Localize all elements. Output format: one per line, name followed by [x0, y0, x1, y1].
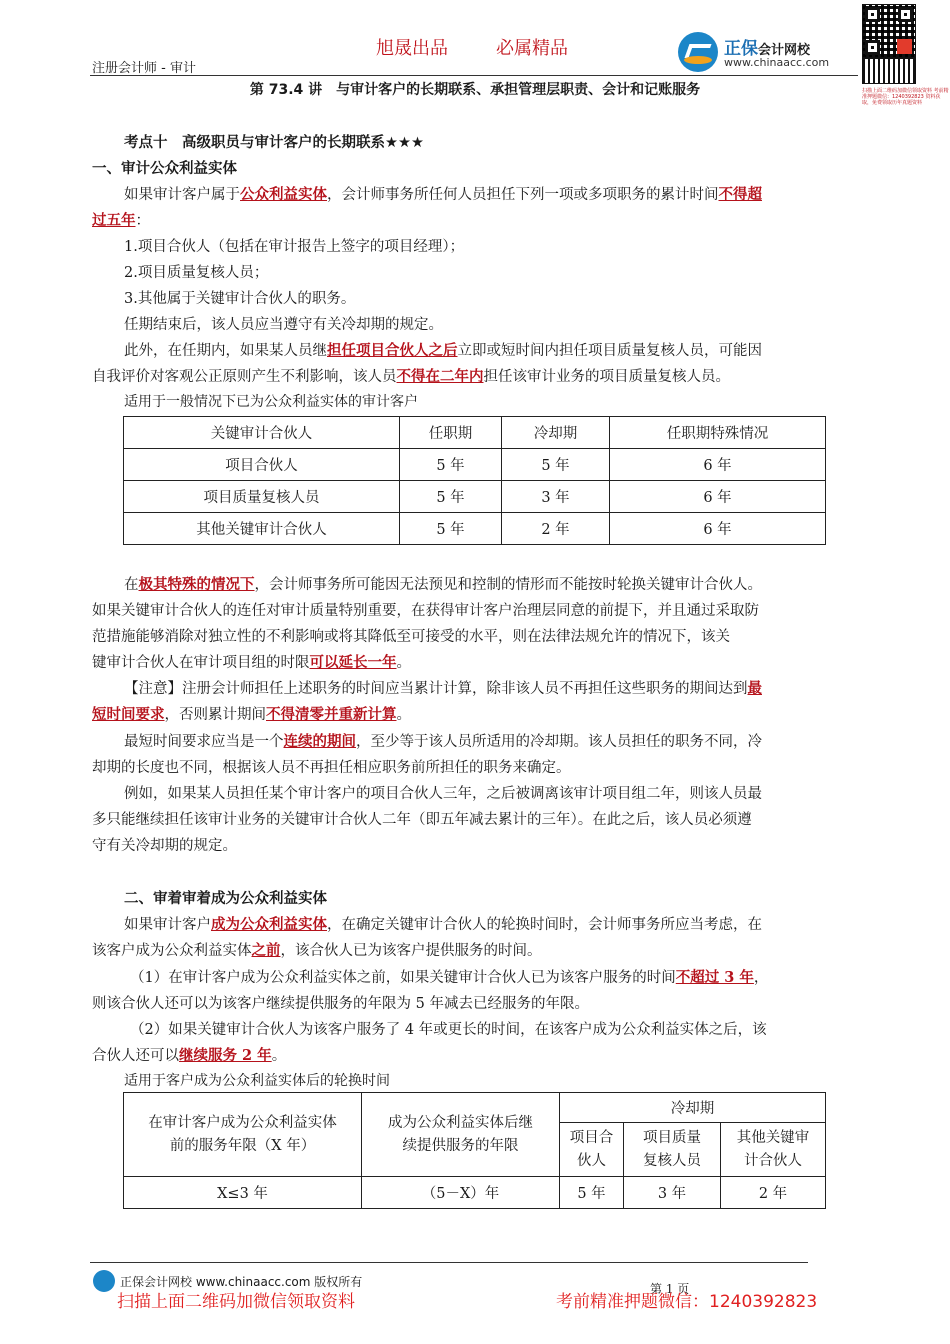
list-item: 2.项目质量复核人员；: [124, 265, 269, 281]
highlight-three-years: 不超过 3 年: [675, 969, 754, 986]
table-row: [124, 1177, 826, 1209]
footer-divider: [90, 1262, 808, 1263]
table2-caption: 适用于客户成为公众利益实体后的轮换时间: [124, 1073, 390, 1089]
table-header-cell: 成为公众利益实体后继 续提供服务的年限: [362, 1093, 560, 1177]
logo-emblem-icon: [678, 32, 718, 72]
s1-para6-line2: 却期的长度也不同，根据该人员不再担任相应职务前所担任的职务来确定。: [92, 760, 571, 776]
promo-qr-text: 扫描上面二维码加微信领取资料: [117, 1292, 355, 1312]
table-header-cell: 任职期: [400, 417, 502, 449]
table-cell: 5 年: [502, 449, 610, 481]
table-cell: 项目质量复核人员: [124, 481, 400, 513]
table-row: [124, 513, 826, 545]
highlight-before: 之前: [251, 942, 281, 959]
table-row: [124, 449, 826, 481]
qr-code-icon: [862, 4, 916, 58]
rotation-table: [123, 416, 826, 545]
page-number: 第 1 页: [650, 1282, 690, 1296]
table-cell: 5 年: [560, 1177, 624, 1209]
lecture-title: 第 73.4 讲 与审计客户的长期联系、承担管理层职责、会计和记账服务: [249, 82, 701, 98]
table-cell: 6 年: [610, 449, 826, 481]
s1-para7-line2: 多只能继续担任该审计业务的关键审计合伙人二年（即五年减去累计的三年）。在此之后，该人员必须遵: [92, 812, 752, 828]
highlight-public-interest: 公众利益实体: [240, 186, 327, 203]
table-cell: （5－X）年: [362, 1177, 560, 1209]
highlight-no-reset: 不得清零并重新计算: [266, 706, 397, 723]
footer-logo-icon: [93, 1270, 115, 1292]
highlight-limit-a: 不得超: [718, 186, 762, 203]
table-header-row: [124, 1093, 826, 1123]
highlight-continuous: 连续的期间: [283, 733, 356, 750]
table-cell: 6 年: [610, 513, 826, 545]
logo-name: 正保: [724, 39, 758, 59]
course-name: 注册会计师 - 审计: [92, 61, 196, 76]
table-cell: 项目合伙人: [124, 449, 400, 481]
s2-para1-line1: 如果审计客户成为公众利益实体，在确定关键审计合伙人的轮换时间时，会计师事务所应当考虑，在: [124, 916, 762, 933]
list-item: 1.项目合伙人（包括在审计报告上签字的项目经理）；: [124, 239, 465, 255]
s2-para2-line2: 则该合伙人还可以为该客户继续提供服务的年限为 5 年减去已经服务的年限。: [92, 996, 589, 1012]
s1-note-line2: 短时间要求，否则累计期间不得清零并重新计算。: [92, 706, 411, 723]
table-cell: 5 年: [400, 513, 502, 545]
highlight-extend-year: 可以延长一年: [309, 654, 397, 671]
highlight-becomes-public: 成为公众利益实体: [211, 916, 327, 933]
table-cell: 其他关键审计合伙人: [124, 513, 400, 545]
table-cell: 2 年: [721, 1177, 826, 1209]
table-header-cell: 任职期特殊情况: [610, 417, 826, 449]
s2-para3-line1: （2）如果关键审计合伙人为该客户服务了 4 年或更长的时间，在该客户成为公众利益实体之后，该: [130, 1022, 767, 1038]
table-header-cell: 项目质量 复核人员: [624, 1123, 721, 1177]
s2-para1-line2: 该客户成为公众利益实体之前，该合伙人已为该客户提供服务的时间。: [92, 942, 542, 959]
table-cell: 5 年: [400, 481, 502, 513]
table-cell: 3 年: [502, 481, 610, 513]
table-header-cell: 冷却期: [560, 1093, 826, 1123]
logo-url: www.chinaacc.com: [724, 56, 830, 69]
footer-copyright: 正保会计网校 www.chinaacc.com 版权所有: [120, 1275, 363, 1289]
table-row: [124, 481, 826, 513]
chinaacc-logo[interactable]: [678, 32, 858, 76]
promo-wechat-text: 考前精准押题微信：1240392823: [556, 1292, 818, 1312]
brand-right: 必属精品: [496, 38, 568, 59]
highlight-min-time-a: 最: [747, 680, 762, 697]
list-item: 3.其他属于关键审计合伙人的职务。: [124, 291, 356, 307]
s1-para1-line2: 过五年：: [92, 212, 150, 229]
qr-caption: 扫描上面二维码加微信领取资料 考前精准押题微信：1240392823 资料获取，免费领取历年真题资料: [862, 88, 949, 106]
table-header-cell: 冷却期: [502, 417, 610, 449]
section2-heading: 二、审着审着成为公众利益实体: [124, 891, 327, 907]
table-cell: 6 年: [610, 481, 826, 513]
table-cell: 3 年: [624, 1177, 721, 1209]
s1-para3-line2: 自我评价对客观公正原则产生不利影响，该人员不得在二年内担任该审计业务的项目质量复核人员。: [92, 368, 730, 385]
table-cell: 2 年: [502, 513, 610, 545]
highlight-after-partner: 担任项目合伙人之后: [327, 342, 458, 359]
s1-para4-line3: 范措施能够消除对独立性的不利影响或将其降低至可接受的水平，则在法律法规允许的情况下，该关: [92, 629, 730, 645]
s1-para4-line4: 键审计合伙人在审计项目组的时限可以延长一年。: [92, 654, 411, 671]
brand-left: 旭晟出品: [376, 38, 448, 59]
highlight-min-time-b: 短时间要求: [92, 706, 165, 723]
section1-subheading: 一、审计公众利益实体: [92, 161, 237, 177]
s1-para3-line1: 此外，在任期内，如果某人员继担任项目合伙人之后立即或短时间内担任项目质量复核人员，可能因: [124, 342, 762, 359]
s1-para6-line1: 最短时间要求应当是一个连续的期间，至少等于该人员所适用的冷却期。该人员担任的职务不同，冷: [124, 733, 762, 750]
s1-para7-line3: 守有关冷却期的规定。: [92, 838, 237, 854]
s2-para3-line2: 合伙人还可以继续服务 2 年。: [92, 1047, 287, 1064]
s1-para4-line1: 在极其特殊的情况下，会计师事务所可能因无法预见和控制的情形而不能按时轮换关键审计合伙人。: [124, 576, 762, 593]
table-header-cell: 项目合 伙人: [560, 1123, 624, 1177]
table-header-row: [124, 417, 826, 449]
s2-para2-line1: （1）在审计客户成为公众利益实体之前，如果关键审计合伙人已为该客户服务的时间不超过 3 年，: [130, 969, 769, 986]
s1-para7-line1: 例如，如果某人员担任某个审计客户的项目合伙人三年，之后被调离该审计项目组二年，则该人员最: [124, 786, 762, 802]
table-cell: X≤3 年: [124, 1177, 362, 1209]
s1-note-line1: 【注意】注册会计师担任上述职务的时间应当累计计算，除非该人员不再担任这些职务的期间达到最: [124, 680, 762, 697]
table-header-cell: 关键审计合伙人: [124, 417, 400, 449]
logo-sub: 会计网校: [758, 43, 811, 58]
s1-para2: 任期结束后，该人员应当遵守有关冷却期的规定。: [124, 317, 443, 333]
highlight-limit-b: 过五年: [92, 212, 136, 229]
highlight-two-more-years: 继续服务 2 年: [179, 1047, 272, 1064]
point-heading: 考点十 高级职员与审计客户的长期联系★★★: [124, 135, 424, 151]
table1-caption: 适用于一般情况下已为公众利益实体的审计客户: [124, 394, 418, 410]
s1-para1-line1: 如果审计客户属于公众利益实体，会计师事务所任何人员担任下列一项或多项职务的累计时间不得超: [124, 186, 762, 203]
table-cell: 5 年: [400, 449, 502, 481]
s1-para4-line2: 如果关键审计合伙人的连任对审计质量特别重要，在获得审计客户治理层同意的前提下，并且通过采取防: [92, 603, 759, 619]
table-header-cell: 其他关键审 计合伙人: [721, 1123, 826, 1177]
transition-table: [123, 1092, 826, 1209]
table-header-cell: 在审计客户成为公众利益实体 前的服务年限（X 年）: [124, 1093, 362, 1177]
highlight-two-years: 不得在二年内: [396, 368, 484, 385]
highlight-special-case: 极其特殊的情况下: [138, 576, 255, 593]
